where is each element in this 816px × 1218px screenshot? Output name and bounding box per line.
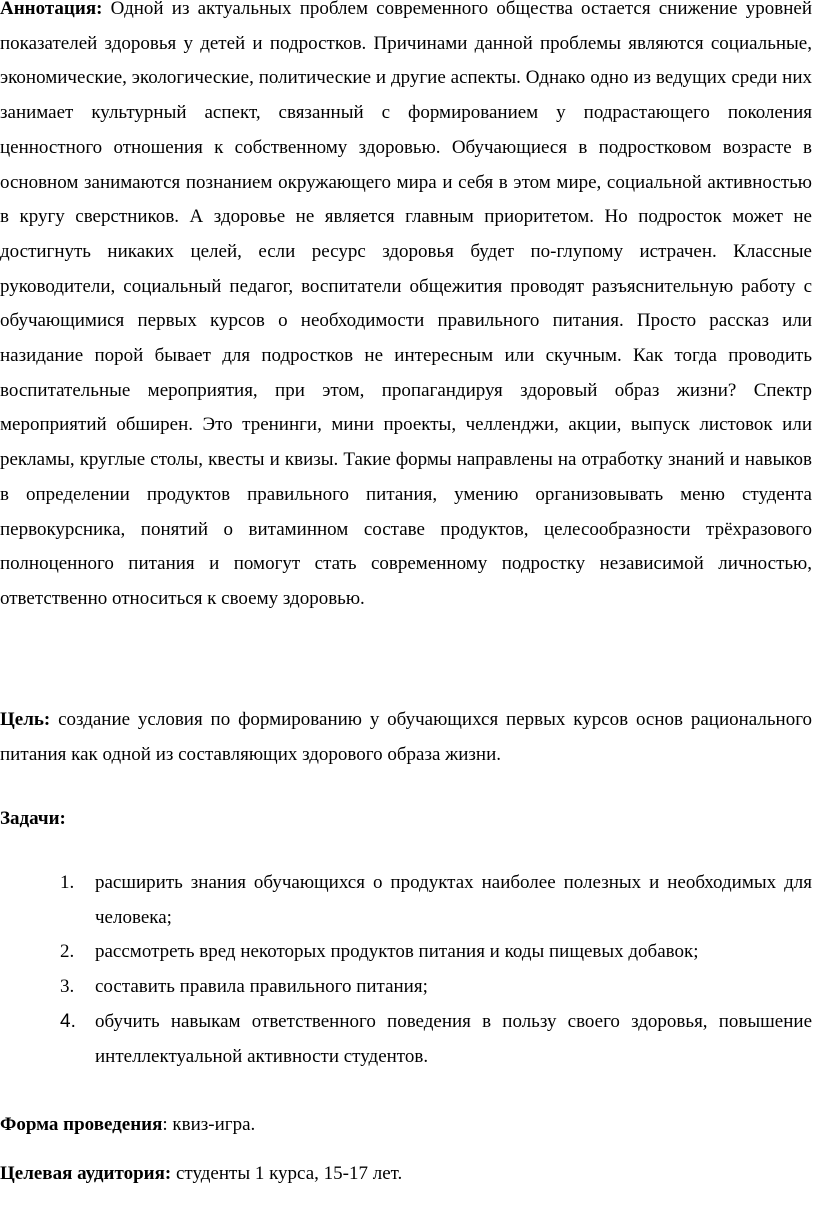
task-item [0, 970, 812, 1005]
task-text: рассмотреть вред некоторых продуктов питания и коды пищевых добавок; [95, 941, 699, 963]
task-number: 4. [60, 1010, 76, 1032]
task-text: обучить навыкам ответственного поведения в пользу своего здоровья, повышение интеллектуальной активности студентов. [95, 1010, 812, 1067]
form-label: Форма проведения [0, 1114, 163, 1135]
goal-text: создание условия по формированию у обучающихся первых курсов основ рационального питания как одной из составляющих здорового образа жизни. [0, 709, 813, 765]
task-number: 3. [60, 976, 75, 998]
tasks-title: Задачи: [0, 808, 66, 829]
task-number: 1. [60, 872, 75, 893]
task-text: составить правила правильного питания; [95, 976, 428, 998]
annotation-label: Аннотация: [0, 0, 103, 19]
goal-label: Цель: [0, 709, 51, 730]
audience-paragraph [0, 1157, 812, 1192]
tasks-heading [0, 802, 812, 837]
annotation-text: Одной из актуальных проблем современного общества остается снижение уровней показателей здоровья у детей и подростков. Причинами данной проблемы являются социальные, экономические, экологические, политические и другие аспекты. Однако одно из ведущих среди них занимает культурный аспект, связанный с формированием у подрастающего поколения ценностного отношения к собственному здоровью. Обучающиеся в подростковом возрасте в основном занимаются познанием окружающего мира и себя в этом мире, социальной активностью в кругу сверстников. А здоровье не является главным приоритетом. Но подросток может не достигнуть никаких целей, если ресурс здоровья будет по-глупому истрачен. Классные руководители, социальный педагог, воспитатели общежития проводят разъяснительную работу с обучающимися первых курсов о необходимости правильного питания. Просто рассказ или назидание порой бывает для подростков не интересным или скучным. Как тогда проводить воспитательные мероприятия, при этом, пропагандируя здоровый образ жизни? Спектр мероприятий обширен. Это тренинги, мини проекты, челленджи, акции, выпуск листовок или рекламы, круглые столы, квесты и квизы. Такие формы направлены на отработку знаний и навыков в определении продуктов правильного питания, умению организовывать меню студента первокурсника, понятий о витаминном составе продуктов, целесообразности трёхразового полноценного питания и помогут стать современному подростку независимой личностью, ответственно относиться к своему здоровью. [0, 0, 813, 609]
goal-paragraph [0, 703, 812, 772]
audience-text: студенты 1 курса, 15-17 лет. [175, 1163, 403, 1184]
task-item [0, 1005, 812, 1074]
task-text: расширить знания обучающихся о продуктах наиболее полезных и необходимых для человека; [95, 872, 812, 928]
task-item [0, 866, 812, 935]
task-number: 2. [60, 941, 75, 963]
tasks-list [0, 866, 812, 1074]
audience-label: Целевая аудитория: [0, 1163, 172, 1184]
form-text: : квиз-игра. [162, 1114, 256, 1135]
form-paragraph [0, 1108, 812, 1143]
task-item [0, 935, 812, 970]
